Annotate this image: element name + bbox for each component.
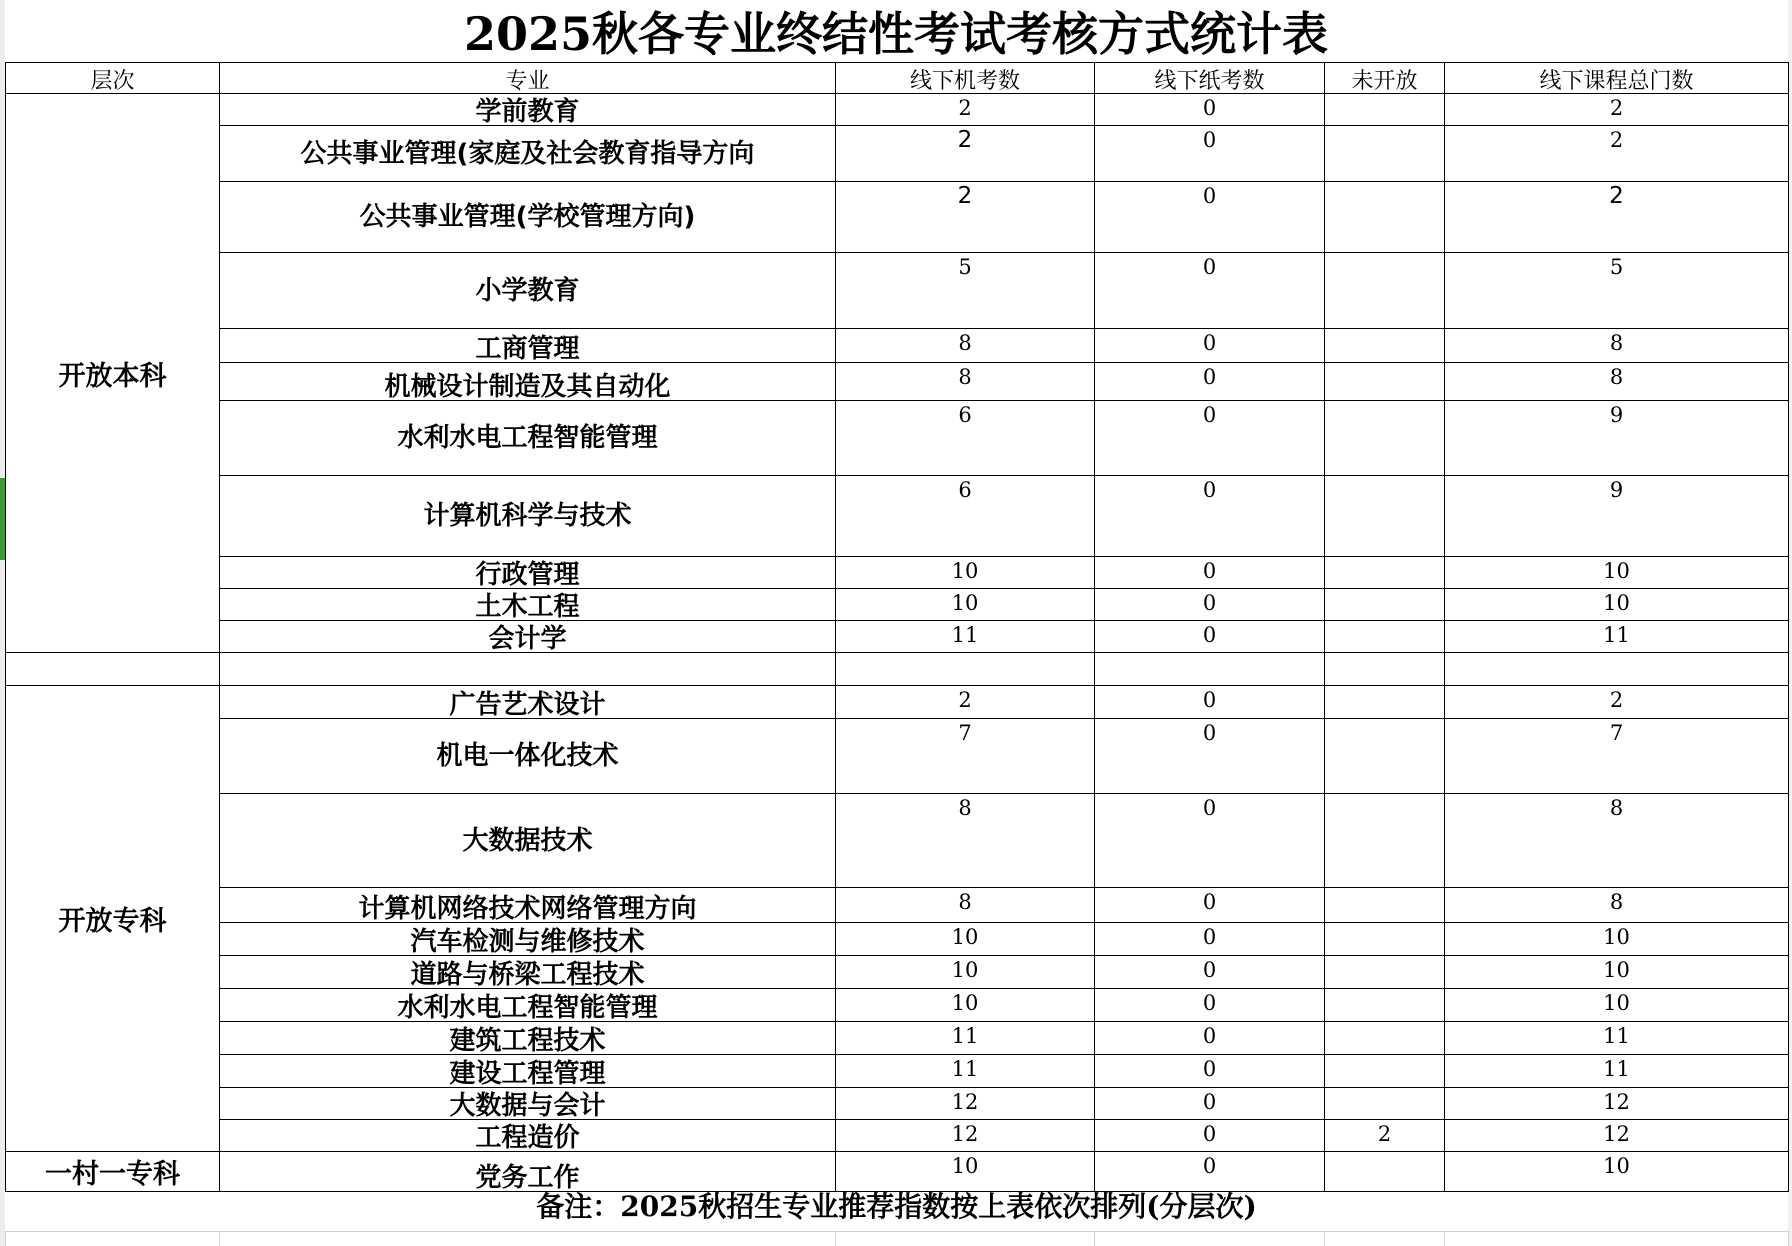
major-cell[interactable]: 工程造价: [220, 1120, 836, 1152]
major-cell[interactable]: 大数据与会计: [220, 1088, 836, 1120]
machine-cell[interactable]: 10: [836, 1152, 1095, 1192]
notopen-cell[interactable]: [1325, 557, 1445, 589]
machine-cell[interactable]: 12: [836, 1088, 1095, 1120]
machine-cell[interactable]: 7: [836, 719, 1095, 794]
table-row: [6, 94, 1789, 126]
major-cell[interactable]: 公共事业管理(家庭及社会教育指导方向: [220, 126, 836, 182]
paper-cell[interactable]: 0: [1095, 989, 1325, 1022]
machine-cell[interactable]: 10: [836, 557, 1095, 589]
table-row: [6, 401, 1789, 476]
major-cell[interactable]: 机械设计制造及其自动化: [220, 363, 836, 401]
header-major[interactable]: 专业: [220, 63, 836, 94]
machine-cell[interactable]: 6: [836, 401, 1095, 476]
total-cell[interactable]: 10: [1445, 989, 1789, 1022]
major-cell[interactable]: 小学教育: [220, 253, 836, 329]
total-cell[interactable]: 8: [1445, 363, 1789, 401]
notopen-cell[interactable]: [1325, 94, 1445, 126]
paper-cell[interactable]: 0: [1095, 94, 1325, 126]
major-cell[interactable]: 机电一体化技术: [220, 719, 836, 794]
table-row: [6, 719, 1789, 794]
total-cell[interactable]: 12: [1445, 1088, 1789, 1120]
header-online-machine[interactable]: 线下机考数: [836, 63, 1095, 94]
table-row: [6, 126, 1789, 182]
major-cell[interactable]: 行政管理: [220, 557, 836, 589]
total-cell[interactable]: 7: [1445, 719, 1789, 794]
total-cell[interactable]: 11: [1445, 1022, 1789, 1055]
notopen-cell[interactable]: 2: [1325, 1120, 1445, 1152]
paper-cell[interactable]: 0: [1095, 253, 1325, 329]
machine-cell[interactable]: 8: [836, 888, 1095, 923]
notopen-cell[interactable]: [1325, 923, 1445, 956]
sheet-title[interactable]: 2025秋各专业终结性考试考核方式统计表: [463, 7, 1329, 61]
paper-cell[interactable]: 0: [1095, 126, 1325, 182]
major-cell[interactable]: 大数据技术: [220, 794, 836, 888]
table-row: [6, 1022, 1789, 1055]
total-cell[interactable]: 2: [1445, 94, 1789, 126]
grid-line: [1324, 1231, 1325, 1246]
header-level[interactable]: 层次: [6, 63, 220, 94]
notopen-cell[interactable]: [1325, 686, 1445, 719]
notopen-cell[interactable]: [1325, 476, 1445, 557]
empty-grid-row: [5, 1231, 1788, 1246]
major-cell[interactable]: 广告艺术设计: [220, 686, 836, 719]
table-row: [6, 253, 1789, 329]
empty-cell[interactable]: [1325, 653, 1445, 686]
table-row: [6, 476, 1789, 557]
table-row: [6, 1120, 1789, 1152]
table-row: [6, 923, 1789, 956]
machine-cell[interactable]: 2: [836, 182, 1095, 253]
grid-line: [1788, 1231, 1789, 1246]
total-cell[interactable]: 8: [1445, 888, 1789, 923]
machine-cell[interactable]: 10: [836, 956, 1095, 989]
empty-cell[interactable]: [1095, 653, 1325, 686]
major-cell[interactable]: 建设工程管理: [220, 1055, 836, 1088]
paper-cell[interactable]: 0: [1095, 923, 1325, 956]
table-row: [6, 363, 1789, 401]
machine-cell[interactable]: 2: [836, 126, 1095, 182]
total-cell[interactable]: 8: [1445, 794, 1789, 888]
notopen-cell[interactable]: [1325, 989, 1445, 1022]
level-benke[interactable]: 开放本科: [6, 94, 220, 653]
total-cell[interactable]: 9: [1445, 476, 1789, 557]
table-row: [6, 794, 1789, 888]
paper-cell[interactable]: 0: [1095, 1055, 1325, 1088]
machine-cell[interactable]: 11: [836, 1022, 1095, 1055]
paper-cell[interactable]: 0: [1095, 182, 1325, 253]
header-row: [6, 63, 1789, 94]
table-row: [6, 557, 1789, 589]
major-cell[interactable]: 工商管理: [220, 329, 836, 363]
notopen-cell[interactable]: [1325, 888, 1445, 923]
total-cell[interactable]: 10: [1445, 589, 1789, 621]
paper-cell[interactable]: 0: [1095, 794, 1325, 888]
header-online-paper[interactable]: 线下纸考数: [1095, 63, 1325, 94]
notopen-cell[interactable]: [1325, 621, 1445, 653]
total-cell[interactable]: 12: [1445, 1120, 1789, 1152]
major-cell[interactable]: 计算机科学与技术: [220, 476, 836, 557]
table-row: [6, 686, 1789, 719]
paper-cell[interactable]: 0: [1095, 686, 1325, 719]
total-cell[interactable]: 2: [1445, 182, 1789, 253]
notopen-cell[interactable]: [1325, 1088, 1445, 1120]
total-cell[interactable]: 8: [1445, 329, 1789, 363]
major-cell[interactable]: 水利水电工程智能管理: [220, 989, 836, 1022]
grid-line: [835, 1231, 836, 1246]
paper-cell[interactable]: 0: [1095, 1022, 1325, 1055]
empty-row: [6, 653, 1789, 686]
total-cell[interactable]: 11: [1445, 621, 1789, 653]
paper-cell[interactable]: 0: [1095, 476, 1325, 557]
table-row: [6, 956, 1789, 989]
statistics-table: [5, 62, 1789, 1192]
machine-cell[interactable]: 11: [836, 621, 1095, 653]
major-cell[interactable]: 建筑工程技术: [220, 1022, 836, 1055]
major-cell[interactable]: 道路与桥梁工程技术: [220, 956, 836, 989]
footnote[interactable]: 备注：2025秋招生专业推荐指数按上表依次排列(分层次): [5, 1183, 1788, 1232]
major-cell[interactable]: 公共事业管理(学校管理方向): [220, 182, 836, 253]
paper-cell[interactable]: 0: [1095, 719, 1325, 794]
major-cell[interactable]: 会计学: [220, 621, 836, 653]
machine-cell[interactable]: 11: [836, 1055, 1095, 1088]
table-row: [6, 621, 1789, 653]
total-cell[interactable]: 11: [1445, 1055, 1789, 1088]
major-cell[interactable]: 学前教育: [220, 94, 836, 126]
major-cell[interactable]: 党务工作: [220, 1152, 836, 1192]
notopen-cell[interactable]: [1325, 719, 1445, 794]
grid-line: [5, 1231, 6, 1246]
notopen-cell[interactable]: [1325, 329, 1445, 363]
total-cell[interactable]: 5: [1445, 253, 1789, 329]
major-cell[interactable]: 土木工程: [220, 589, 836, 621]
empty-cell[interactable]: [1445, 653, 1789, 686]
empty-cell[interactable]: [836, 653, 1095, 686]
machine-cell[interactable]: 10: [836, 923, 1095, 956]
paper-cell[interactable]: 0: [1095, 589, 1325, 621]
total-cell[interactable]: 2: [1445, 686, 1789, 719]
machine-cell[interactable]: 12: [836, 1120, 1095, 1152]
grid-line: [219, 1231, 220, 1246]
machine-cell[interactable]: 8: [836, 794, 1095, 888]
level-zhuanke[interactable]: 开放专科: [6, 686, 220, 1152]
machine-cell[interactable]: 2: [836, 94, 1095, 126]
machine-cell[interactable]: 6: [836, 476, 1095, 557]
notopen-cell[interactable]: [1325, 182, 1445, 253]
total-cell[interactable]: 10: [1445, 1152, 1789, 1192]
machine-cell[interactable]: 10: [836, 989, 1095, 1022]
machine-cell[interactable]: 2: [836, 686, 1095, 719]
paper-cell[interactable]: 0: [1095, 329, 1325, 363]
notopen-cell[interactable]: [1325, 126, 1445, 182]
paper-cell[interactable]: 0: [1095, 621, 1325, 653]
total-cell[interactable]: 9: [1445, 401, 1789, 476]
major-cell[interactable]: 计算机网络技术网络管理方向: [220, 888, 836, 923]
paper-cell[interactable]: 0: [1095, 888, 1325, 923]
empty-cell[interactable]: [220, 653, 836, 686]
table-row: [6, 1055, 1789, 1088]
grid-line: [1444, 1231, 1445, 1246]
paper-cell[interactable]: 0: [1095, 557, 1325, 589]
major-cell[interactable]: 水利水电工程智能管理: [220, 401, 836, 476]
machine-cell[interactable]: 10: [836, 589, 1095, 621]
paper-cell[interactable]: 0: [1095, 363, 1325, 401]
empty-cell[interactable]: [6, 653, 220, 686]
total-cell[interactable]: 10: [1445, 956, 1789, 989]
table-row: [6, 888, 1789, 923]
table-row: [6, 329, 1789, 363]
table-row: [6, 1088, 1789, 1120]
total-cell[interactable]: 10: [1445, 557, 1789, 589]
grid-line: [1094, 1231, 1095, 1246]
table-row: [6, 989, 1789, 1022]
notopen-cell[interactable]: [1325, 794, 1445, 888]
paper-cell[interactable]: 0: [1095, 1152, 1325, 1192]
table-row: [6, 589, 1789, 621]
major-cell[interactable]: 汽车检测与维修技术: [220, 923, 836, 956]
notopen-cell[interactable]: [1325, 1055, 1445, 1088]
total-cell[interactable]: 10: [1445, 923, 1789, 956]
notopen-cell[interactable]: [1325, 253, 1445, 329]
paper-cell[interactable]: 0: [1095, 956, 1325, 989]
notopen-cell[interactable]: [1325, 363, 1445, 401]
notopen-cell[interactable]: [1325, 1022, 1445, 1055]
machine-cell[interactable]: 8: [836, 329, 1095, 363]
machine-cell[interactable]: 5: [836, 253, 1095, 329]
header-total[interactable]: 线下课程总门数: [1445, 63, 1789, 94]
header-not-open[interactable]: 未开放: [1325, 63, 1445, 94]
notopen-cell[interactable]: [1325, 401, 1445, 476]
notopen-cell[interactable]: [1325, 956, 1445, 989]
paper-cell[interactable]: 0: [1095, 1088, 1325, 1120]
total-cell[interactable]: 2: [1445, 126, 1789, 182]
paper-cell[interactable]: 0: [1095, 1120, 1325, 1152]
paper-cell[interactable]: 0: [1095, 401, 1325, 476]
level-village[interactable]: 一村一专科: [6, 1152, 220, 1192]
table-row: [6, 182, 1789, 253]
machine-cell[interactable]: 8: [836, 363, 1095, 401]
notopen-cell[interactable]: [1325, 589, 1445, 621]
